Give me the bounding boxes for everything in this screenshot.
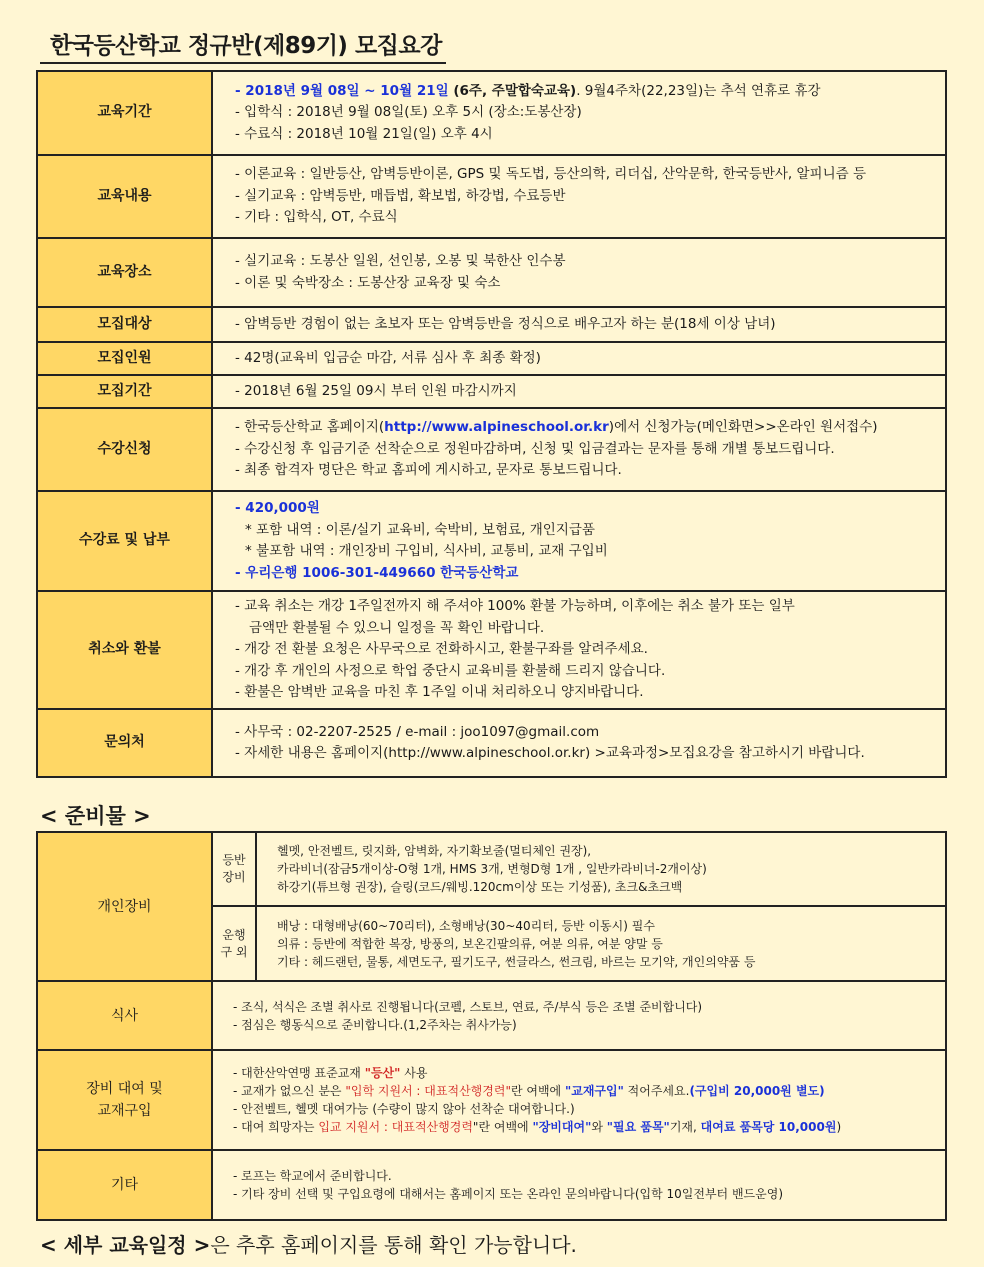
place-line-1: - 실기교육 : 도봉산 일원, 선인봉, 오봉 및 북한산 인수봉: [235, 253, 566, 269]
move-line-3: 기타 : 헤드랜턴, 물통, 세면도구, 필기도구, 썬글라스, 썬크림, 바르는 모기약, 개인의약품 등: [277, 954, 756, 969]
rental-line-1: - 대한산악연맹 표준교재 "등산" 사용: [233, 1066, 428, 1080]
apply-line-1: - 한국등산학교 홈페이지(http://www.alpineschool.or.kr)에서 신청가능(메인화면>>온라인 원서접수): [235, 419, 878, 436]
content-line-1: - 이론교육 : 일반등산, 암벽등반이론, GPS 및 독도법, 등산의학, 리더십, 산악문학, 한국등반사, 알피니즘 등: [235, 166, 867, 183]
period-line-1: - 2018년 9월 08일 ~ 10월 21일 (6주, 주말합숙교육). 9월4주차(22,23일)는 추석 연휴로 휴강: [235, 82, 821, 99]
fee-line-1: - 420,000원: [235, 500, 320, 516]
label-target: 모집대상: [37, 307, 212, 342]
meal-line-2: - 점심은 행동식으로 준비합니다.(1,2주차는 취사가능): [233, 1017, 517, 1032]
row-apply: [37, 408, 946, 491]
row-rental: [37, 1050, 946, 1150]
row-contact: [37, 709, 946, 777]
label-contact: 문의처: [37, 709, 212, 777]
refund-line-2: 금액만 환불될 수 있으니 일정을 꼭 확인 바랍니다.: [249, 619, 545, 636]
row-recruit: [37, 375, 946, 408]
rental-line-4: - 대여 희망자는 입교 지원서 : 대표적산행경력"란 여백에 "장비대여"와 "필요 품목"기재, 대여료 품목당 10,000원): [233, 1120, 842, 1134]
count-line-1: - 42명(교육비 입금순 마감, 서류 심사 후 최종 확정): [235, 349, 541, 366]
page-title: 한국등산학교 정규반(제89기) 모집요강: [40, 30, 446, 64]
row-content: [37, 155, 946, 238]
label-apply: 수강신청: [37, 408, 212, 491]
recruit-line-1: - 2018년 6월 25일 09시 부터 인원 마감시까지: [235, 382, 517, 399]
fee-line-3: * 불포함 내역 : 개인장비 구입비, 식사비, 교통비, 교재 구입비: [245, 543, 608, 559]
footer-note: < 세부 교육일정 >은 추후 홈페이지를 통해 확인 가능합니다.: [40, 1233, 577, 1257]
contact-line-1: - 사무국 : 02-2207-2525 / e-mail : joo1097@gmail.com: [235, 723, 600, 740]
target-line-1: - 암벽등반 경험이 없는 초보자 또는 암벽등반을 정식으로 배우고자 하는 분(18세 이상 남녀): [235, 315, 776, 332]
row-place: [37, 238, 946, 307]
label-meal: 식사: [37, 981, 212, 1050]
content-line-2: - 실기교육 : 암벽등반, 매듭법, 확보법, 하강법, 수료등반: [235, 187, 566, 204]
apply-line-2: - 수강신청 후 입금기준 선착순으로 정원마감하며, 신청 및 입금결과는 문자를 통해 개별 통보드립니다.: [235, 440, 835, 457]
refund-line-3: - 개강 전 환불 요청은 사무국으로 전화하시고, 환불구좌를 알려주세요.: [235, 641, 648, 658]
move-line-1: 배낭 : 대형배낭(60~70리터), 소형배낭(30~40리터, 등반 이동시) 필수: [277, 918, 655, 933]
label-rental: 장비 대여 및 교재구입: [37, 1050, 212, 1150]
label-move-gear: 운행 구 외: [212, 906, 256, 981]
meal-line-1: - 조식, 석식은 조별 취사로 진행됩니다(코펠, 스토브, 연료, 주/부식 등은 조별 준비합니다): [233, 999, 703, 1014]
content-line-3: - 기타 : 입학식, OT, 수료식: [235, 209, 398, 226]
rental-line-3: - 안전벨트, 헬멧 대여가능 (수량이 많지 않아 선착순 대여합니다.): [233, 1102, 575, 1116]
climb-line-2: 카라비너(잠금5개이상-O형 1개, HMS 3개, 변형D형 1개 , 일반카라비너-2개이상): [277, 862, 707, 876]
row-period: [37, 71, 946, 155]
period-line-2: - 입학식 : 2018년 9월 08일(토) 오후 5시 (장소:도봉산장): [235, 104, 582, 121]
place-line-2: - 이론 및 숙박장소 : 도봉산장 교육장 및 숙소: [235, 274, 501, 291]
fee-line-4: - 우리은행 1006-301-449660 한국등산학교: [235, 564, 519, 581]
refund-line-4: - 개강 후 개인의 사정으로 학업 중단시 교육비를 환불해 드리지 않습니다.: [235, 662, 666, 679]
label-count: 모집인원: [37, 342, 212, 375]
period-line-3: - 수료식 : 2018년 10월 21일(일) 오후 4시: [235, 125, 493, 142]
row-count: [37, 342, 946, 375]
apply-line-3: - 최종 합격자 명단은 학교 홈피에 게시하고, 문자로 통보드립니다.: [235, 462, 622, 479]
row-etc: [37, 1150, 946, 1220]
etc-line-1: - 로프는 학교에서 준비합니다.: [233, 1169, 392, 1183]
recruitment-info-table: [36, 70, 947, 778]
homepage-link[interactable]: http://www.alpineschool.or.kr: [384, 419, 609, 436]
label-personal: 개인장비: [37, 832, 212, 981]
contact-line-2: - 자세한 내용은 홈페이지(http://www.alpineschool.or.kr) >교육과정>모집요강을 참고하시기 바랍니다.: [235, 745, 865, 761]
label-etc: 기타: [37, 1150, 212, 1220]
refund-line-5: - 환불은 암벽반 교육을 마친 후 1주일 이내 처리하오니 양지바랍니다.: [235, 684, 644, 701]
label-fee: 수강료 및 납부: [37, 491, 212, 591]
label-climb-gear: 등반 장비: [212, 832, 256, 906]
move-line-2: 의류 : 등반에 적합한 복장, 방풍의, 보온긴팔의류, 여분 의류, 여분 양말 등: [277, 936, 663, 951]
label-refund: 취소와 환불: [37, 591, 212, 709]
prep-section-title: < 준비물 >: [40, 804, 151, 828]
row-meal: [37, 981, 946, 1050]
etc-line-2: - 기타 장비 선택 및 구입요령에 대해서는 홈페이지 또는 온라인 문의바랍니다(입학 10일전부터 밴드운영): [233, 1187, 784, 1201]
row-target: [37, 307, 946, 342]
row-personal-climb: [37, 832, 946, 906]
row-refund: [37, 591, 946, 709]
refund-line-1: - 교육 취소는 개강 1주일전까지 해 주셔야 100% 환불 가능하며, 이후에는 취소 불가 또는 일부: [235, 598, 795, 615]
climb-line-1: 헬멧, 안전벨트, 릿지화, 암벽화, 자기확보줄(멀티체인 권장),: [277, 844, 592, 858]
climb-line-3: 하강기(튜브형 권장), 슬링(코드/웨빙.120cm이상 또는 기성품), 초크&초크백: [277, 880, 683, 894]
label-place: 교육장소: [37, 238, 212, 307]
rental-line-2: - 교재가 없으신 분은 "입학 지원서 : 대표적산행경력"란 여백에 "교재구입" 적어주세요.(구입비 20,000원 별도): [233, 1084, 825, 1098]
fee-line-2: * 포함 내역 : 이론/실기 교육비, 숙박비, 보험료, 개인지급품: [245, 521, 595, 538]
label-recruit: 모집기간: [37, 375, 212, 408]
label-period: 교육기간: [37, 71, 212, 155]
prep-table: [36, 831, 947, 1221]
row-fee: [37, 491, 946, 591]
label-content: 교육내용: [37, 155, 212, 238]
